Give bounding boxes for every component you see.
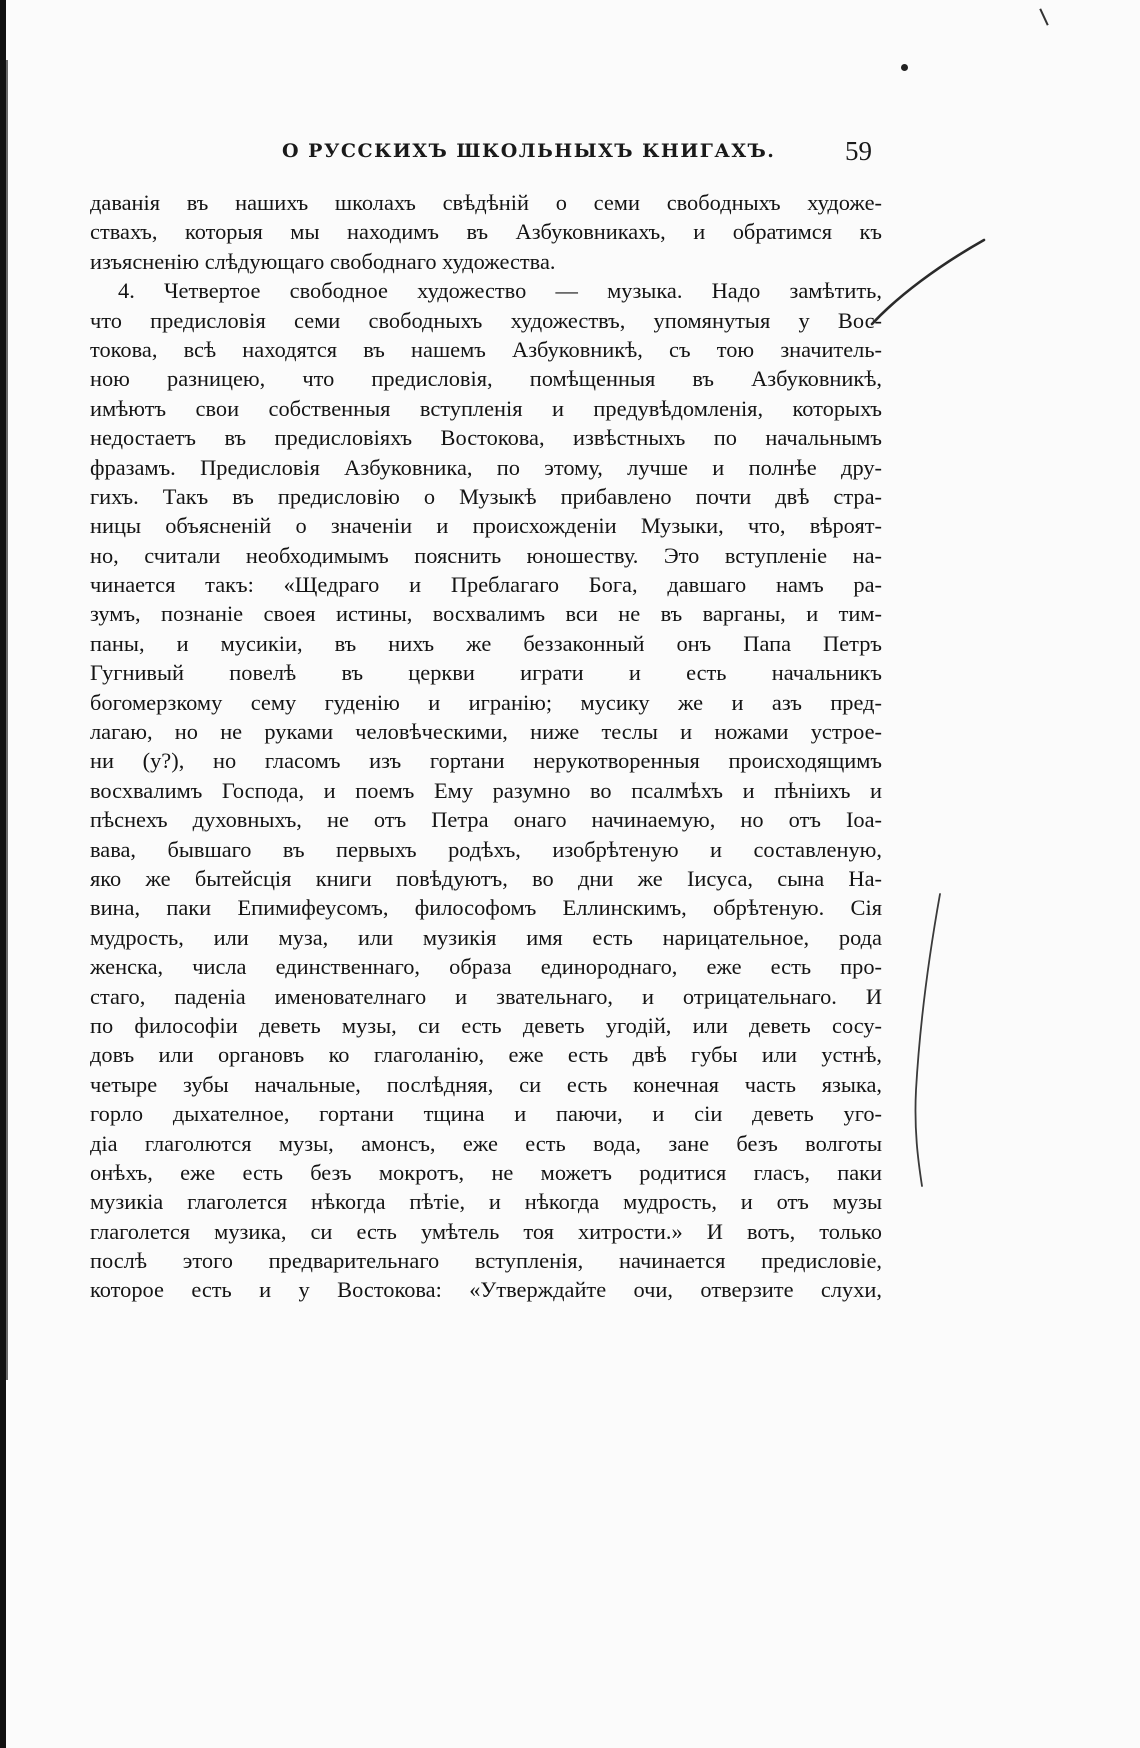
- text-line: музикіа глаголется нѣкогда пѣтіе, и нѣкогда мудрость, и отъ музы: [90, 1189, 882, 1215]
- text-line: пѣснехъ духовныхъ, не отъ Петра онаго начинаемую, но отъ Іоа-: [90, 807, 882, 833]
- text-line: гихъ. Такъ въ предисловію о Музыкѣ прибавлено почти двѣ стра-: [90, 483, 882, 509]
- text-line: но, считали необходимымъ пояснить юношеству. Это вступленіе на-: [90, 542, 882, 568]
- text-line: вава, бывшаго въ первыхъ родѣхъ, изобрѣтеную и составленую,: [90, 836, 882, 862]
- text-line: токова, всѣ находятся въ нашемъ Азбуковникѣ, съ тою значитель-: [90, 336, 882, 362]
- text-line: ни (у?), но гласомъ изъ гортани нерукотворенныя происходящимъ: [90, 748, 882, 774]
- text-line: онѣхъ, еже есть безъ мокротъ, не можетъ родитися гласъ, паки: [90, 1159, 882, 1185]
- text-line: зумъ, познаніе своея истины, восхвалимъ вси не въ варганы, и тим-: [90, 601, 882, 627]
- running-title: О РУССКИХЪ ШКОЛЬНЫХЪ КНИГАХЪ.: [282, 140, 776, 162]
- text-body: [90, 188, 882, 1305]
- text-line: изъясненію слѣдующаго свободнаго художества.: [90, 248, 556, 274]
- page-number: 59: [845, 136, 872, 166]
- text-line: фразамъ. Предисловія Азбуковника, по этому, лучше и полнѣе дру-: [90, 454, 882, 480]
- text-line: мудрость, или муза, или музикія имя есть нарицательное, рода: [90, 924, 882, 950]
- text-line: четыре зубы начальные, послѣдняя, си есть конечная часть языка,: [90, 1071, 882, 1097]
- text-line: богомерзкому сему гуденію и игранію; мусику же и азъ пред-: [90, 689, 882, 715]
- text-line: ствахъ, которыя мы находимъ въ Азбуковникахъ, и обратимся къ: [90, 219, 882, 245]
- page-shadow-line: [6, 60, 8, 1380]
- text-line: паны, и мусикіи, въ нихъ же беззаконный онъ Папа Петръ: [90, 630, 882, 656]
- text-line: даванія въ нашихъ школахъ свѣдѣній о семи свободныхъ художе-: [90, 190, 882, 215]
- text-line: 4. Четвертое свободное художество — музыка. Надо замѣтить,: [118, 278, 882, 304]
- text-line: діа глаголются музы, амонсъ, еже есть вода, зане безъ волготы: [90, 1130, 882, 1156]
- text-line: глаголется музика, си есть умѣтель тоя хитрости.» И вотъ, только: [90, 1218, 882, 1244]
- text-line: женска, числа единственнаго, образа единороднаго, еже есть про-: [90, 954, 882, 980]
- text-line: восхвалимъ Господа, и поемъ Ему разумно во псалмѣхъ и пѣніихъ и: [90, 777, 882, 803]
- text-line: которое есть и у Востокова: «Утверждайте очи, отверзите слухи,: [90, 1277, 882, 1303]
- text-line: довъ или органовъ ко глаголанію, еже есть двѣ губы или устнѣ,: [90, 1042, 882, 1068]
- text-line: ницы объясненій о значеніи и происхожденіи Музыки, что, вѣроят-: [90, 513, 882, 539]
- text-line: что предисловія семи свободныхъ художествъ, упомянутыя у Вос-: [90, 307, 882, 333]
- text-line: яко же бытейсція книги повѣдуютъ, во дни же Іисуса, сына На-: [90, 865, 882, 891]
- text-line: недостаетъ въ предисловіяхъ Востокова, извѣстныхъ по начальнымъ: [90, 425, 882, 451]
- text-line: лагаю, но не руками человѣческими, ниже теслы и ножами устрое-: [90, 719, 882, 745]
- text-line: чинается такъ: «Щедраго и Преблагаго Бога, давшаго намъ ра-: [90, 572, 882, 598]
- text-line: горло дыхателное, гортани тщина и паючи, и сіи деветь уго-: [90, 1101, 882, 1127]
- text-line: по философіи деветь музы, си есть деветь угодій, или деветь сосу-: [90, 1012, 882, 1038]
- pencil-stroke-mark: [868, 236, 988, 328]
- text-line: послѣ этого предварительнаго вступленія, начинается предисловіе,: [90, 1248, 882, 1274]
- text-line: имѣютъ свои собственныя вступленія и предувѣдомленія, которыхъ: [90, 395, 882, 421]
- text-line: стаго, паденіа именователнаго и звательнаго, и отрицательнаго. И: [90, 983, 882, 1009]
- running-head: [90, 136, 882, 172]
- pencil-margin-line: [900, 890, 950, 1190]
- text-line: вина, паки Епимифеусомъ, философомъ Еллинскимъ, обрѣтеную. Сія: [90, 895, 882, 921]
- text-line: Гугнивый повелѣ въ церкви играти и есть начальникъ: [90, 660, 882, 686]
- ink-speck: [901, 64, 908, 71]
- text-line: ною разницею, что предисловія, помѣщенныя въ Азбуковникѣ,: [90, 366, 882, 392]
- corner-mark: [1039, 8, 1048, 25]
